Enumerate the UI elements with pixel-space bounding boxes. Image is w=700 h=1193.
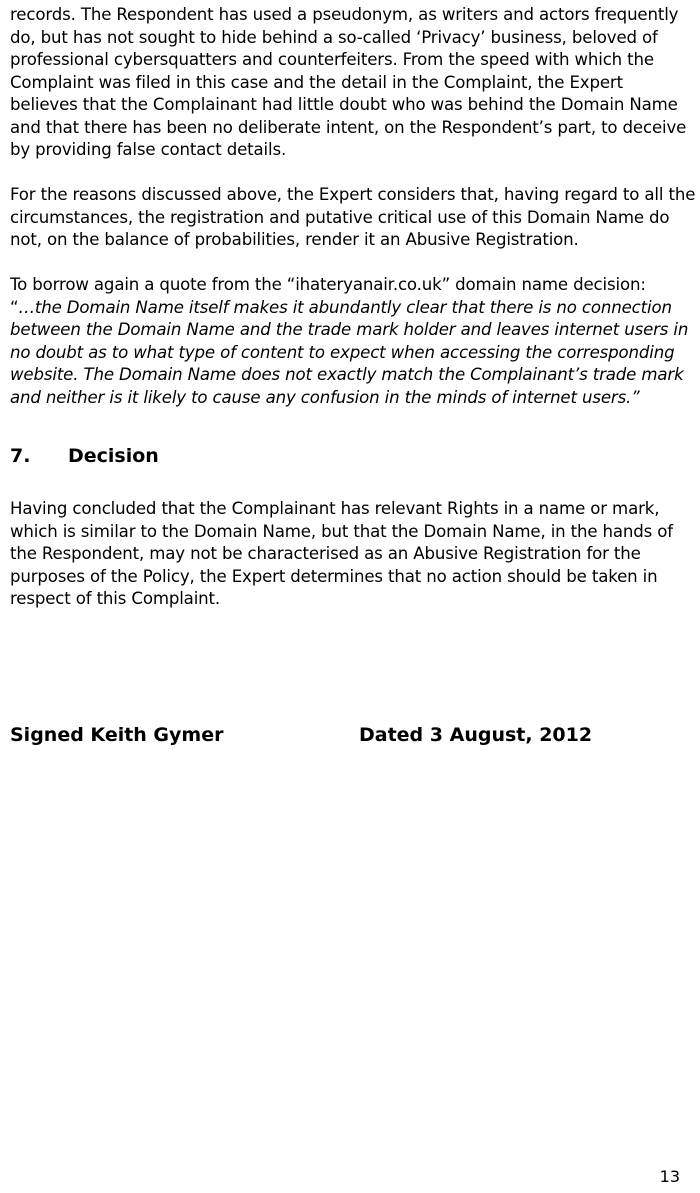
text-line: records. The Respondent has used a pseudonym, as writers and actors frequently <box>10 5 679 24</box>
text-line: Having concluded that the Complainant has relevant Rights in a name or mark, <box>10 499 660 518</box>
text-line: do, but has not sought to hide behind a so-called ‘Privacy’ business, beloved of <box>10 27 658 47</box>
text-line: not, on the balance of probabilities, render it an Abusive Registration. <box>10 230 579 249</box>
quote-line-first <box>10 297 690 320</box>
section-heading-decision <box>10 443 159 469</box>
paragraph-expert-considers <box>10 184 696 252</box>
quote-text: website. The Domain Name does not exactly match the Complainant’s trade mark <box>10 365 684 384</box>
paragraph-respondent-pseudonym <box>10 4 690 162</box>
text-line: believes that the Complainant had little doubt who was behind the Domain Name <box>10 95 678 114</box>
signed-by: Signed Keith Gymer <box>10 724 224 746</box>
quote-text: and neither is it likely to cause any confusion in the minds of internet users.” <box>10 387 640 407</box>
text-line: and that there has been no deliberate intent, on the Respondent’s part, to deceive <box>10 117 687 137</box>
page-number: 13 <box>659 1167 680 1186</box>
text-line: by providing false contact details. <box>10 140 287 159</box>
text-line: For the reasons discussed above, the Expert considers that, having regard to all the <box>10 185 696 204</box>
section-title: Decision <box>68 445 159 467</box>
quote-text: …the Domain Name itself makes it abundantly clear that there is no connection <box>18 297 672 317</box>
paragraph-quote <box>10 274 690 409</box>
quote-text: between the Domain Name and the trade mark holder and leaves internet users in <box>10 320 689 339</box>
text-line: which is similar to the Domain Name, but that the Domain Name, in the hands of <box>10 521 673 541</box>
paragraph-decision <box>10 498 690 611</box>
text-line: circumstances, the registration and putative critical use of this Domain Name do <box>10 207 670 227</box>
document-body <box>10 4 696 432</box>
text-line: the Respondent, may not be characterised as an Abusive Registration for the <box>10 544 641 563</box>
quote-open-mark: “ <box>10 297 19 317</box>
text-line: respect of this Complaint. <box>10 589 221 608</box>
text-line: Complaint was filed in this case and the detail in the Complaint, the Expert <box>10 72 623 92</box>
text-line: professional cybersquatters and counterfeiters. From the speed with which the <box>10 50 654 69</box>
date-signed: Dated 3 August, 2012 <box>359 724 593 746</box>
section-number: 7. <box>10 445 31 467</box>
quote-intro: To borrow again a quote from the “ihateryanair.co.uk” domain name decision: <box>10 275 646 294</box>
text-line: purposes of the Policy, the Expert determines that no action should be taken in <box>10 566 658 586</box>
quote-text: no doubt as to what type of content to expect when accessing the corresponding <box>10 342 675 362</box>
